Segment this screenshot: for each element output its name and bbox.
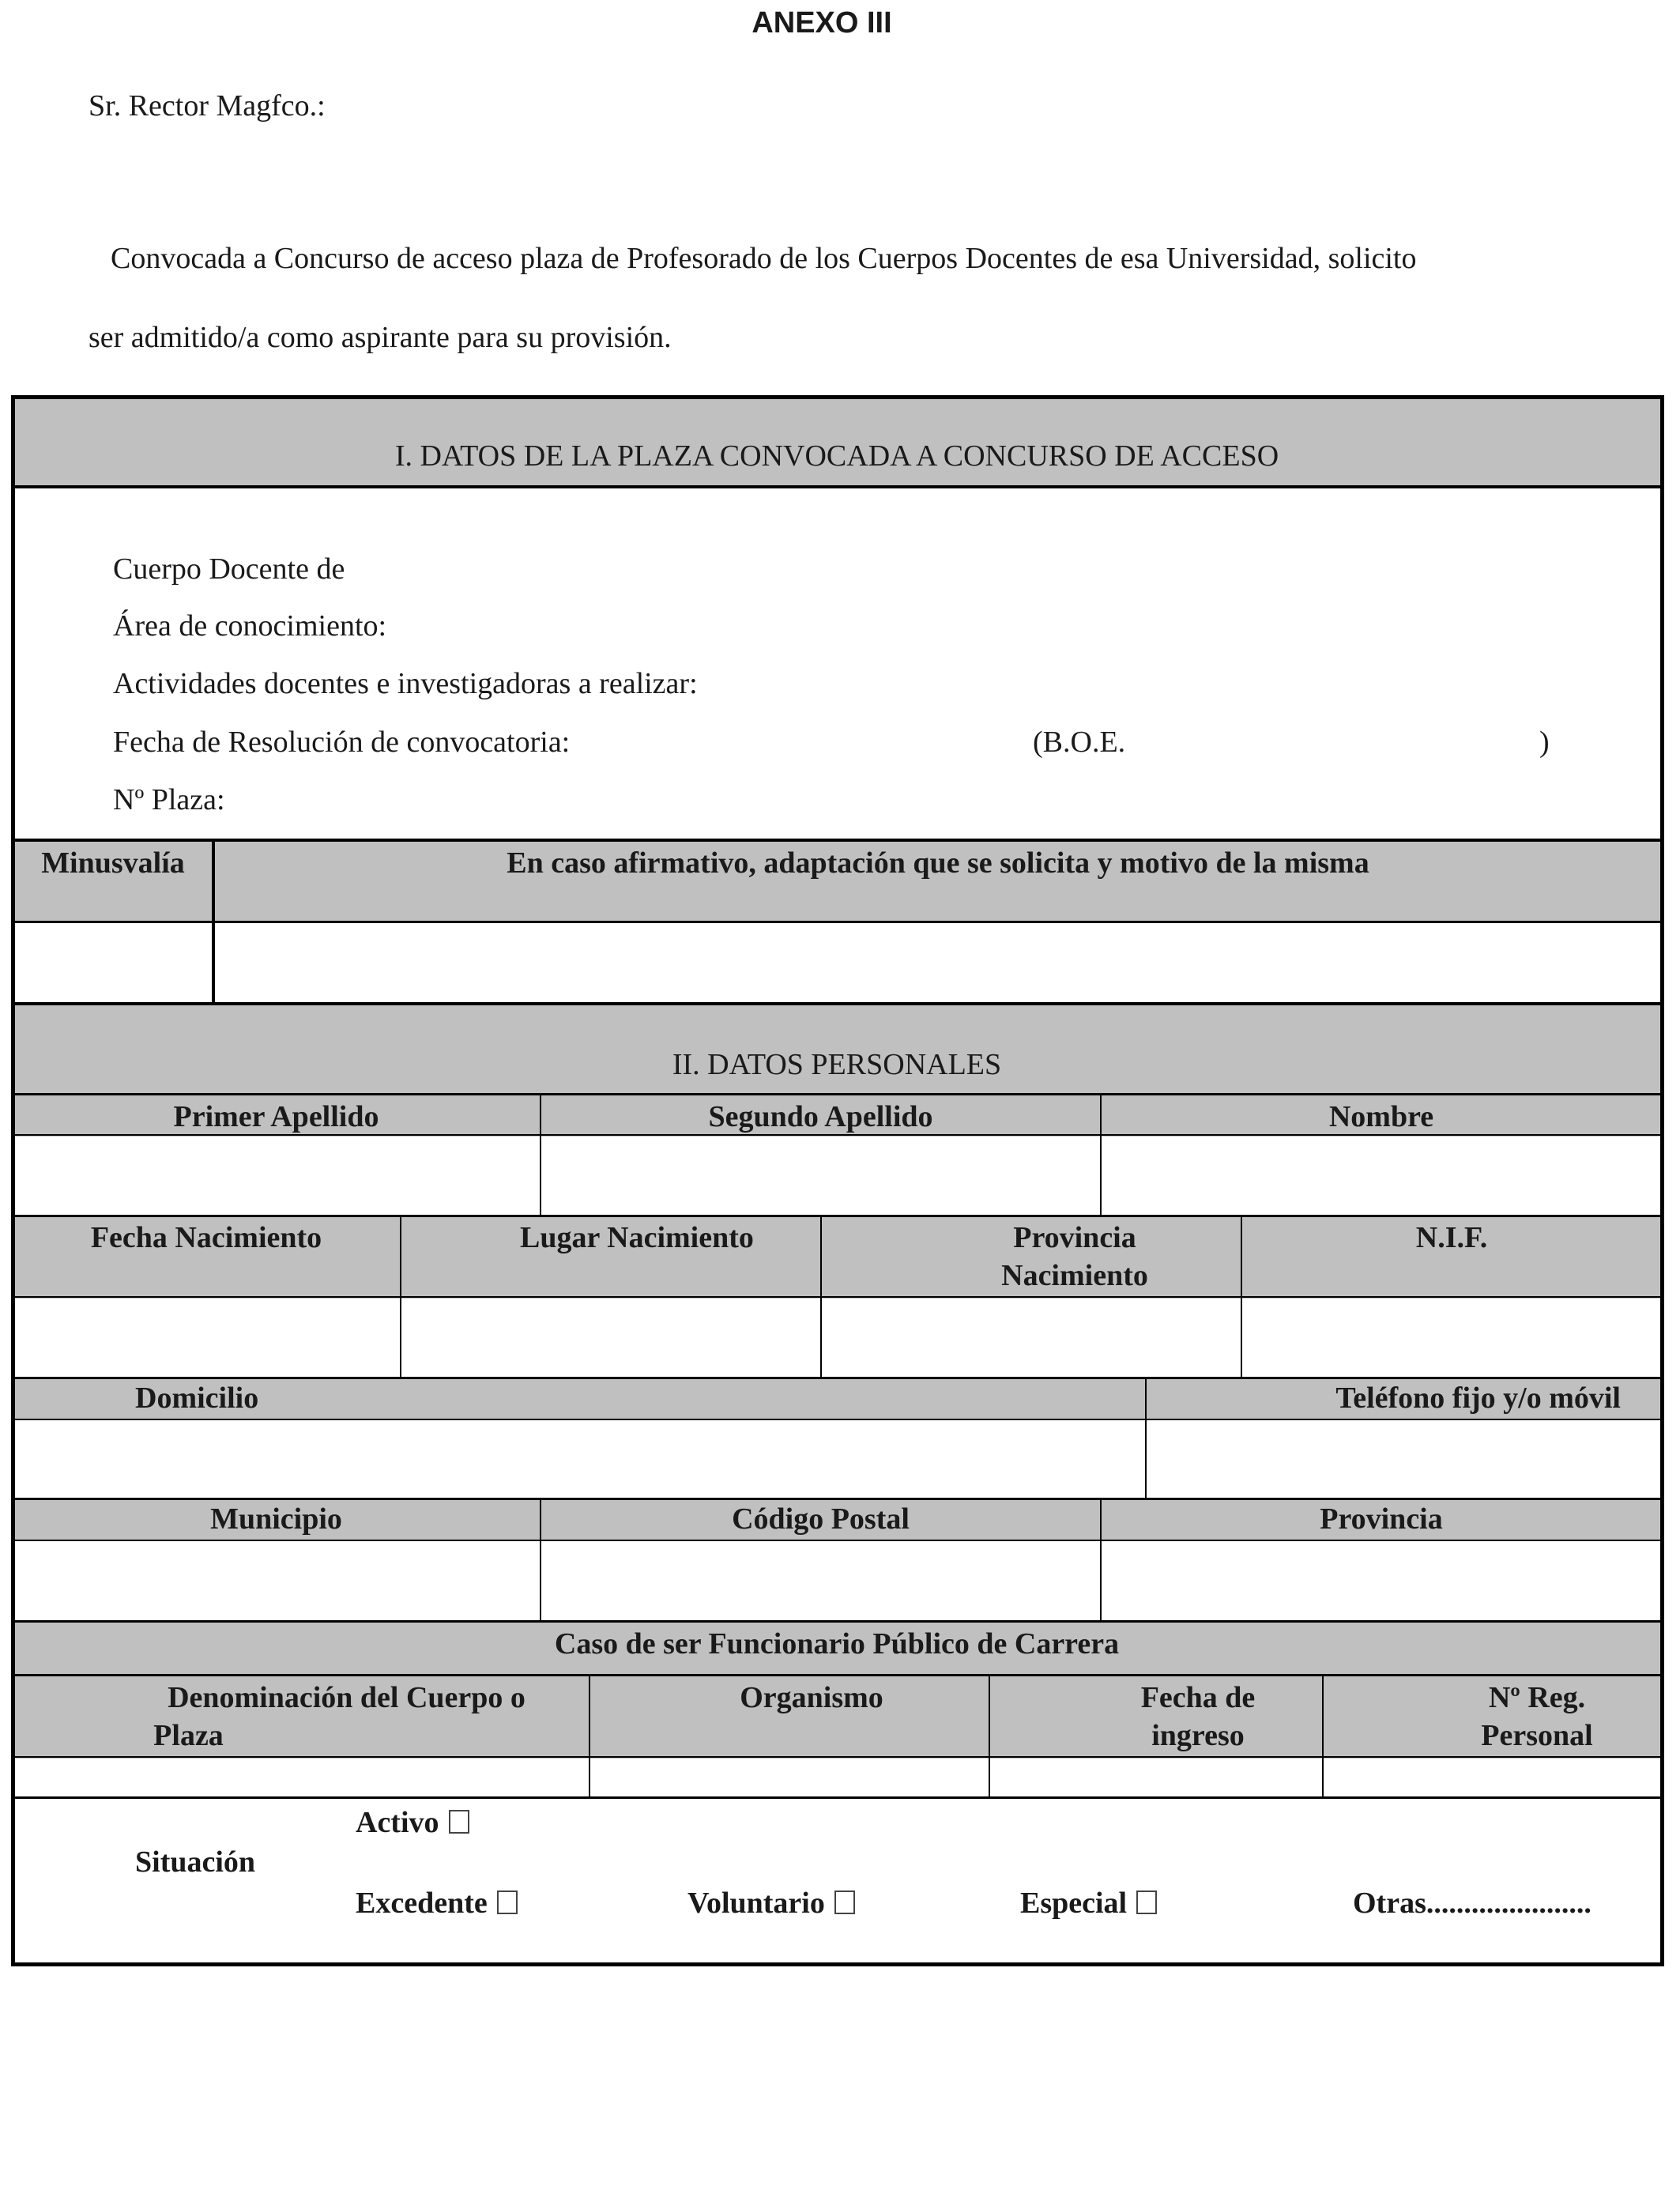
section2-title: II. DATOS PERSONALES: [672, 1048, 1002, 1081]
minusvalia-field[interactable]: [15, 923, 212, 1002]
area-conocimiento-label: Área de conocimiento:: [113, 609, 387, 643]
telefono-field[interactable]: [1147, 1420, 1660, 1498]
lugar-nacimiento-header: Lugar Nacimiento: [520, 1221, 754, 1254]
organismo-field[interactable]: [590, 1758, 989, 1796]
otras-field[interactable]: Otras......................: [1353, 1887, 1591, 1920]
primer-apellido-field[interactable]: [15, 1137, 540, 1215]
intro-line-2: ser admitido/a como aspirante para su provisión.: [89, 321, 672, 354]
situacion-label: Situación: [135, 1845, 256, 1879]
fecha-ingreso-header-line2: ingreso: [1151, 1719, 1245, 1752]
page-title: ANEXO III: [751, 6, 892, 40]
voluntario-checkbox[interactable]: [834, 1891, 855, 1914]
voluntario-option[interactable]: [687, 1886, 855, 1921]
activo-option[interactable]: [356, 1805, 469, 1840]
actividades-label: Actividades docentes e investigadoras a realizar:: [113, 667, 698, 700]
activo-checkbox[interactable]: [449, 1810, 469, 1834]
domicilio-field[interactable]: [15, 1420, 1145, 1498]
segundo-apellido-header: Segundo Apellido: [708, 1100, 933, 1133]
salutation: Sr. Rector Magfco.:: [89, 89, 326, 123]
especial-label: Especial: [1020, 1887, 1128, 1920]
nombre-field[interactable]: [1102, 1137, 1660, 1215]
telefono-header: Teléfono fijo y/o móvil: [1335, 1382, 1621, 1415]
provincia-field[interactable]: [1102, 1541, 1660, 1620]
provincia-nacimiento-header-line1: Provincia: [1013, 1221, 1136, 1254]
denominacion-header-line1: Denominación del Cuerpo o: [168, 1681, 525, 1714]
adaptacion-field[interactable]: [215, 923, 1660, 1002]
domicilio-header: Domicilio: [135, 1382, 259, 1415]
provincia-nacimiento-field[interactable]: [822, 1298, 1241, 1377]
nombre-header: Nombre: [1328, 1100, 1434, 1133]
codigo-postal-field[interactable]: [541, 1541, 1100, 1620]
excedente-label: Excedente: [356, 1887, 488, 1920]
fecha-resolucion-label: Fecha de Resolución de convocatoria:: [113, 726, 571, 759]
boe-close-paren: ): [1539, 726, 1550, 759]
segundo-apellido-field[interactable]: [541, 1137, 1100, 1215]
provincia-nacimiento-header-line2: Nacimiento: [1001, 1259, 1148, 1292]
primer-apellido-header: Primer Apellido: [173, 1100, 379, 1133]
registro-personal-field[interactable]: [1324, 1758, 1660, 1796]
numero-plaza-label: Nº Plaza:: [113, 783, 225, 816]
cuerpo-docente-label: Cuerpo Docente de: [113, 552, 345, 586]
nif-header: N.I.F.: [1415, 1221, 1488, 1254]
nif-field[interactable]: [1242, 1298, 1660, 1377]
municipio-field[interactable]: [15, 1541, 540, 1620]
funcionario-title: Caso de ser Funcionario Público de Carrera: [554, 1627, 1120, 1661]
boe-label: (B.O.E.: [1033, 726, 1126, 759]
provincia-header: Provincia: [1320, 1502, 1443, 1536]
section1-title: I. DATOS DE LA PLAZA CONVOCADA A CONCURSO DE ACCESO: [394, 439, 1279, 473]
voluntario-label: Voluntario: [687, 1887, 825, 1920]
adaptacion-header: En caso afirmativo, adaptación que se solicita y motivo de la misma: [507, 846, 1369, 880]
excedente-checkbox[interactable]: [497, 1891, 518, 1914]
denominacion-field[interactable]: [15, 1758, 589, 1796]
fecha-nacimiento-field[interactable]: [15, 1298, 400, 1377]
municipio-header: Municipio: [210, 1502, 342, 1536]
minusvalia-header: Minusvalía: [41, 846, 185, 880]
fecha-ingreso-header-line1: Fecha de: [1140, 1681, 1256, 1714]
denominacion-header-line2: Plaza: [153, 1719, 224, 1752]
registro-personal-header-line2: Personal: [1481, 1719, 1593, 1752]
registro-personal-header-line1: Nº Reg.: [1488, 1681, 1586, 1714]
codigo-postal-header: Código Postal: [732, 1502, 910, 1536]
intro-line-1: Convocada a Concurso de acceso plaza de Profesorado de los Cuerpos Docentes de esa Universidad, solicito: [111, 242, 1417, 275]
excedente-option[interactable]: [356, 1886, 518, 1921]
lugar-nacimiento-field[interactable]: [401, 1298, 820, 1377]
organismo-header: Organismo: [740, 1681, 883, 1714]
fecha-ingreso-field[interactable]: [990, 1758, 1322, 1796]
especial-option[interactable]: [1020, 1886, 1157, 1921]
fecha-nacimiento-header: Fecha Nacimiento: [90, 1221, 322, 1254]
activo-label: Activo: [356, 1806, 439, 1839]
especial-checkbox[interactable]: [1136, 1891, 1157, 1914]
